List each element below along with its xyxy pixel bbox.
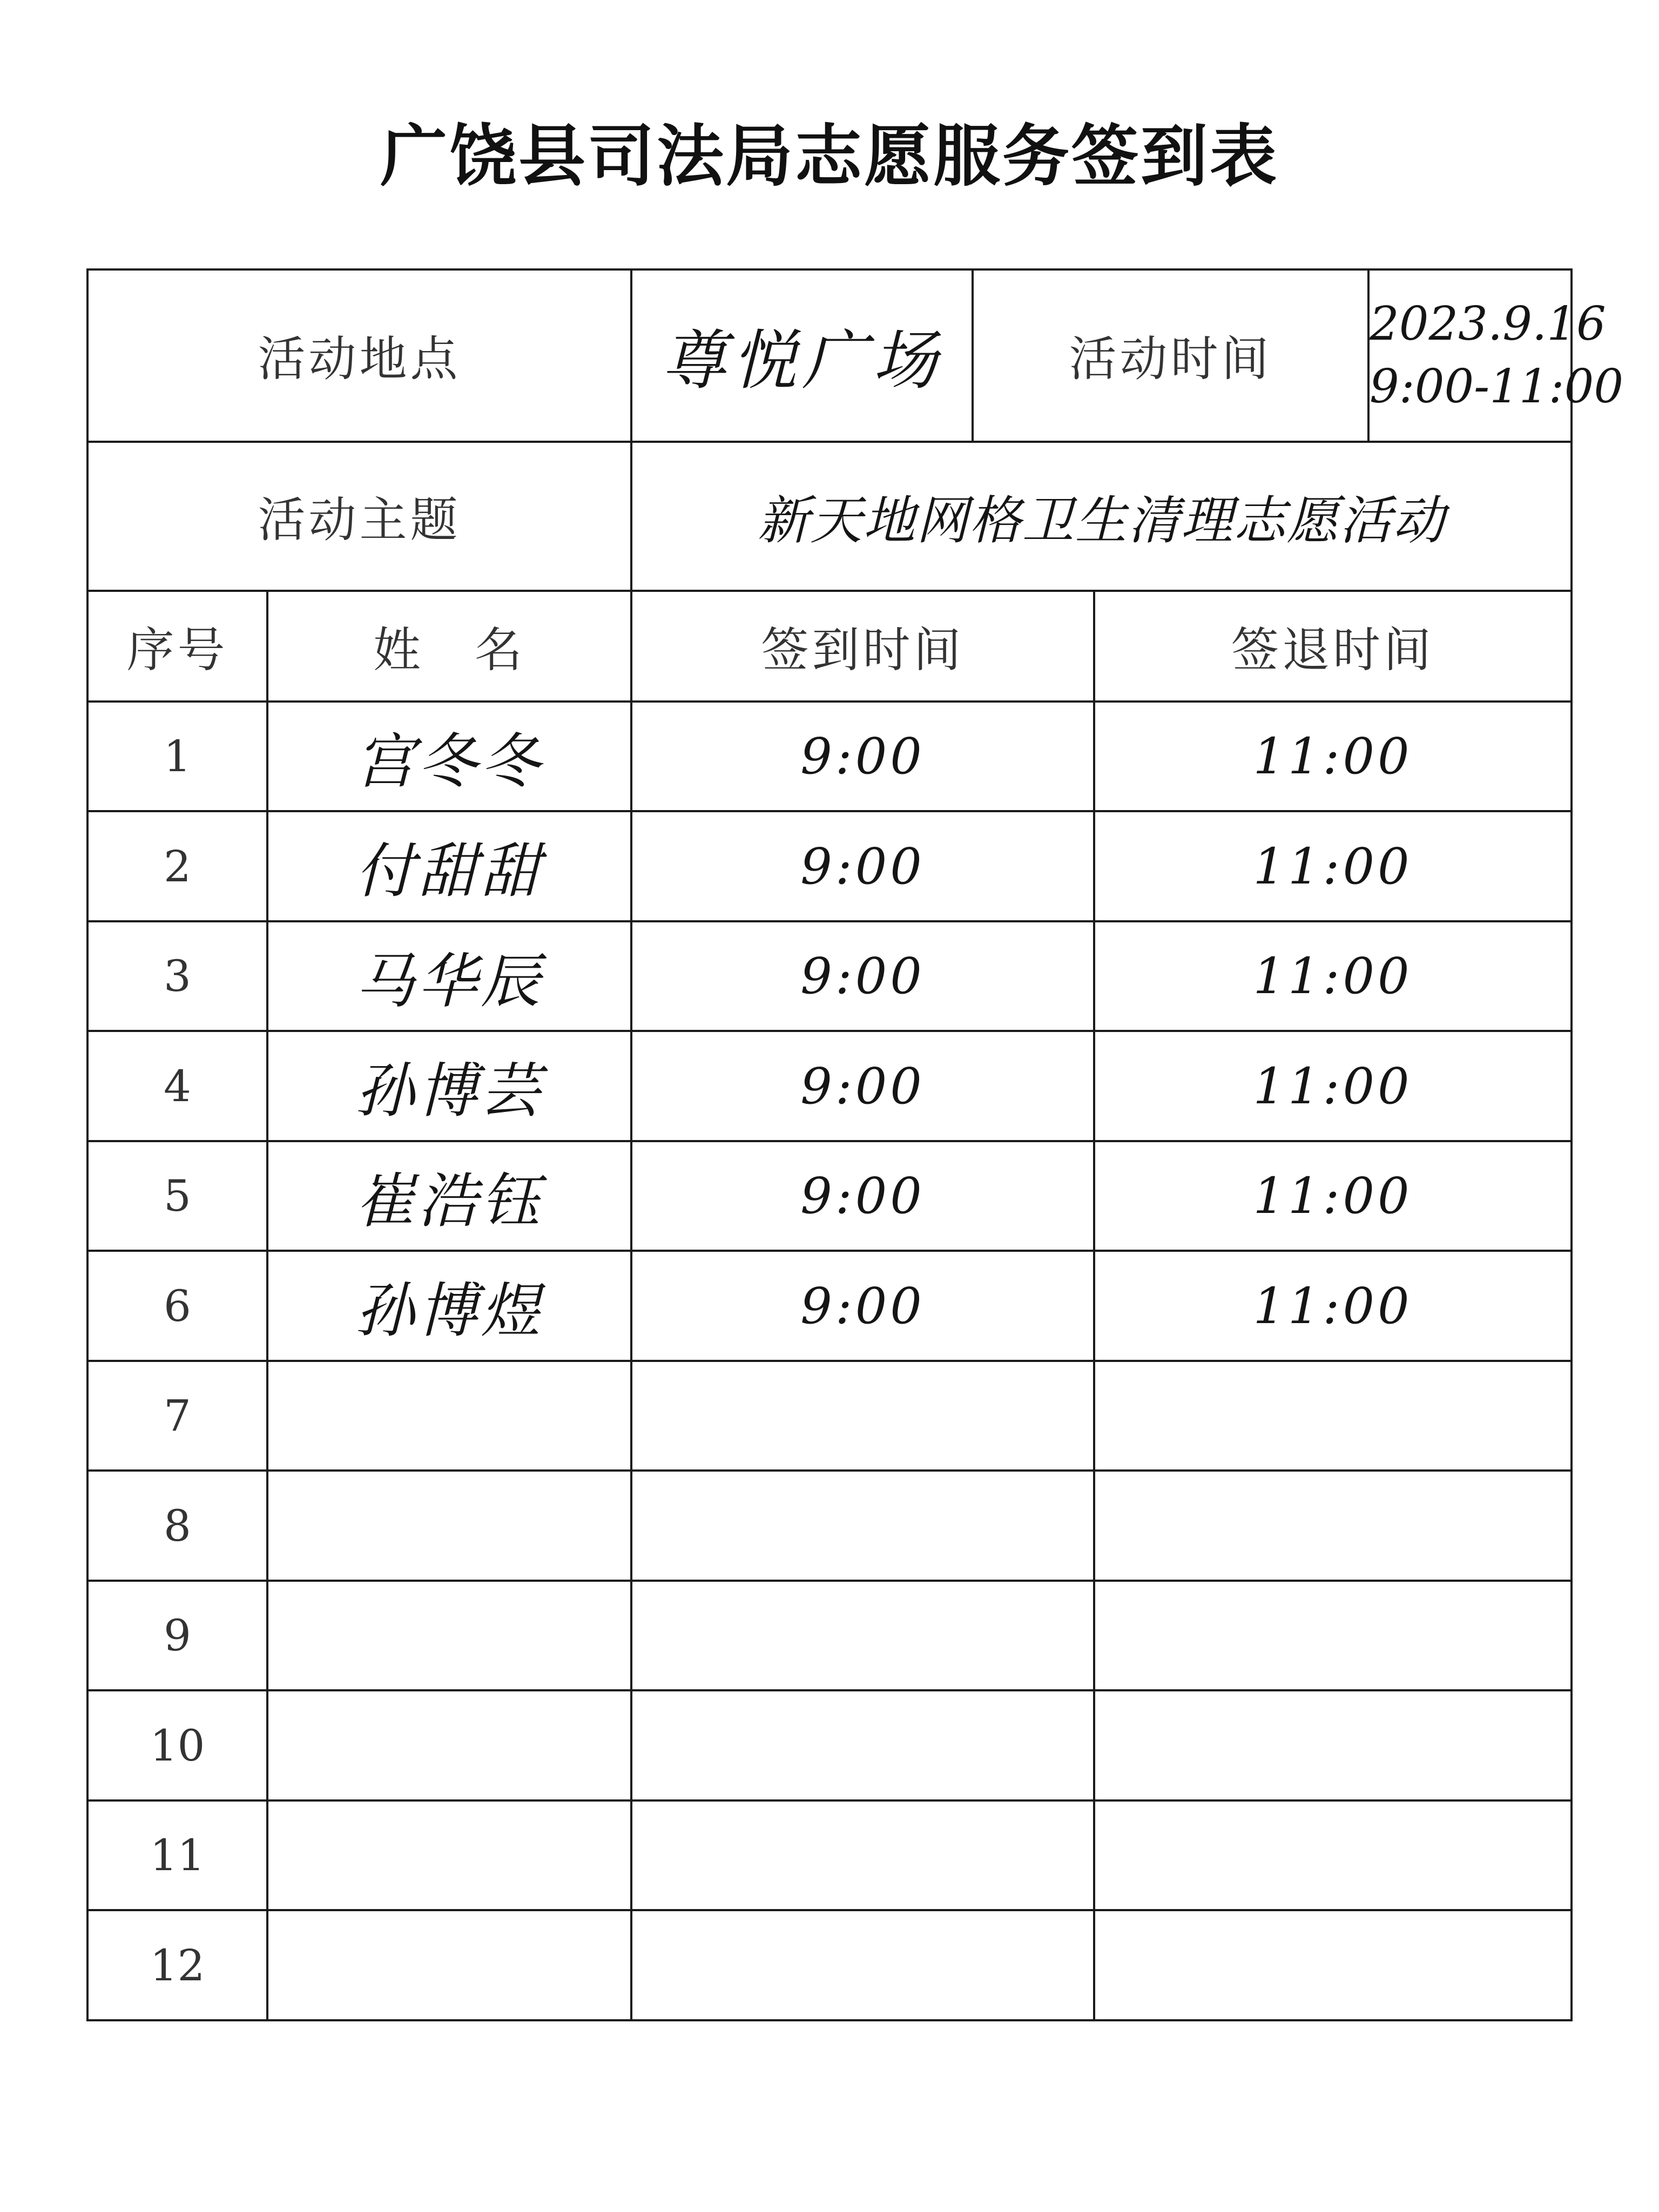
document-title: 广饶县司法局志愿服务签到表 [380,118,1279,195]
attendee-name: 宫冬冬 [267,702,631,812]
info-row-location-time [87,269,1572,442]
sign-out-time [1094,1361,1572,1471]
sign-in-time [631,1910,1094,2020]
attendee-name: 付甜甜 [267,811,631,921]
sign-in-time [631,1800,1094,1911]
attendee-name [267,1690,631,1800]
theme-value: 新天地网格卫生清理志愿活动 [631,442,1572,591]
sign-out-time [1094,1910,1572,2020]
table-row [87,1141,1572,1251]
sign-in-time: 9:00 [631,921,1094,1031]
table-row [87,1361,1572,1471]
table-row [87,1471,1572,1581]
attendee-name [267,1800,631,1911]
sign-in-table [86,268,1624,2021]
sign-in-sheet [86,268,1624,2021]
time-range-value: 9:00-11:00 [1370,360,1624,414]
row-index: 4 [87,1031,267,1141]
sign-out-time: 11:00 [1094,811,1572,921]
sign-in-time [631,1471,1094,1581]
row-index: 8 [87,1471,267,1581]
table-row [87,1581,1572,1691]
time-value [1368,269,1624,442]
sign-in-time: 9:00 [631,702,1094,812]
sign-in-time: 9:00 [631,1141,1094,1251]
sign-out-time [1094,1690,1572,1800]
attendee-name: 崔浩钰 [267,1141,631,1251]
sign-out-time: 11:00 [1094,702,1572,812]
sign-out-time: 11:00 [1094,1031,1572,1141]
attendee-name: 孙博煜 [267,1251,631,1361]
location-value: 尊悦广场 [631,269,973,442]
sign-in-time [631,1581,1094,1691]
sign-in-time [631,1690,1094,1800]
sign-in-time [631,1361,1094,1471]
sign-out-time [1094,1800,1572,1911]
row-index: 9 [87,1581,267,1691]
table-row [87,1690,1572,1800]
table-row [87,921,1572,1031]
sign-in-time: 9:00 [631,1031,1094,1141]
column-header-row [87,591,1572,702]
row-index: 1 [87,702,267,812]
table-row [87,702,1572,812]
sign-out-time: 11:00 [1094,921,1572,1031]
time-label: 活动时间 [973,269,1368,442]
sign-out-time [1094,1581,1572,1691]
table-row [87,1251,1572,1361]
row-index: 3 [87,921,267,1031]
sign-out-time: 11:00 [1094,1251,1572,1361]
theme-label: 活动主题 [87,442,631,591]
attendee-name [267,1910,631,2020]
info-row-theme [87,442,1572,591]
header-index: 序号 [87,591,267,702]
header-name: 姓 名 [267,591,631,702]
row-index: 5 [87,1141,267,1251]
header-sign-out: 签退时间 [1094,591,1572,702]
sign-out-time [1094,1471,1572,1581]
header-sign-in: 签到时间 [631,591,1094,702]
table-row [87,811,1572,921]
row-index: 2 [87,811,267,921]
table-row [87,1910,1572,2020]
attendee-rows [87,702,1572,2020]
location-label: 活动地点 [87,269,631,442]
row-index: 7 [87,1361,267,1471]
row-index: 10 [87,1690,267,1800]
attendee-name: 孙博芸 [267,1031,631,1141]
date-value: 2023.9.16 [1370,297,1606,352]
sign-in-time: 9:00 [631,811,1094,921]
row-index: 11 [87,1800,267,1911]
attendee-name [267,1471,631,1581]
row-index: 6 [87,1251,267,1361]
sign-in-time: 9:00 [631,1251,1094,1361]
attendee-name [267,1361,631,1471]
attendee-name: 马华辰 [267,921,631,1031]
attendee-name [267,1581,631,1691]
table-row [87,1031,1572,1141]
row-index: 12 [87,1910,267,2020]
table-row [87,1800,1572,1911]
sign-out-time: 11:00 [1094,1141,1572,1251]
